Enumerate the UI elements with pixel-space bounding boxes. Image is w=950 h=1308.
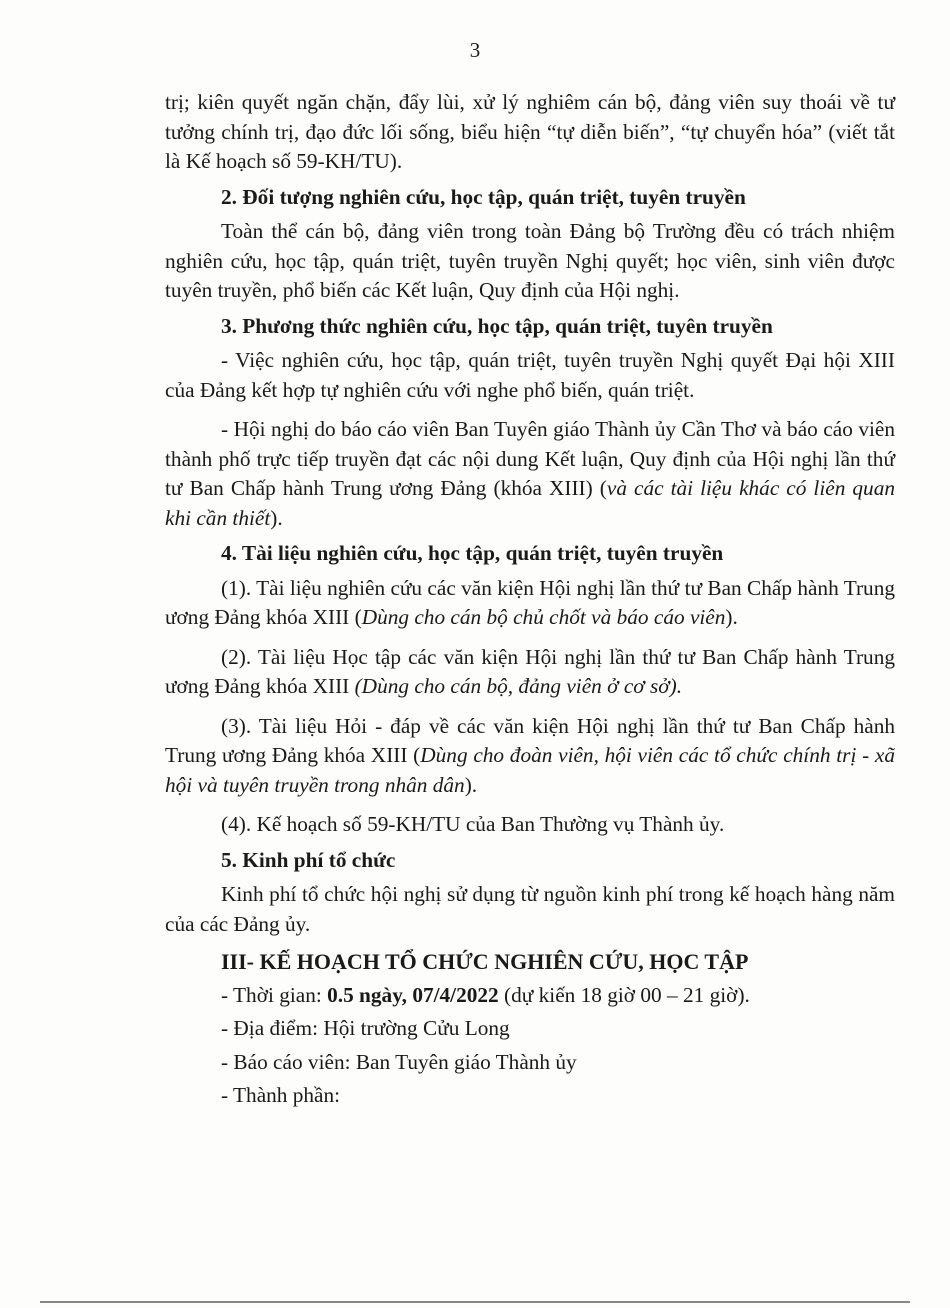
section-3-item-1: - Việc nghiên cứu, học tập, quán triệt, tuyên truyền Nghị quyết Đại hội XIII của Đảng kết hợp tự nghiên cứu với nghe phổ biến, quán triệt.	[165, 348, 895, 402]
section-3-heading: 3. Phương thức nghiên cứu, học tập, quán triệt, tuyên truyền	[221, 313, 773, 338]
section-3-item-2-end: ).	[270, 505, 283, 530]
section-4-heading: 4. Tài liệu nghiên cứu, học tập, quán triệt, tuyên truyền	[221, 541, 724, 565]
section-5-body: Kinh phí tổ chức hội nghị sử dụng từ nguồn kinh phí trong kế hoạch hàng năm của các Đảng ủy.	[165, 882, 895, 936]
time-label: - Thời gian:	[221, 982, 328, 1007]
section-4-doc-4: (4). Kế hoạch số 59-KH/TU của Ban Thường vụ Thành ủy.	[221, 812, 725, 836]
doc-2-italic: (Dùng cho cán bộ, đảng viên ở cơ sở).	[354, 674, 683, 698]
doc-1-italic: Dùng cho cán bộ chủ chốt và báo cáo viên	[361, 605, 726, 629]
section-5-heading: 5. Kinh phí tổ chức	[221, 847, 396, 872]
section-4-doc-3	[165, 712, 895, 801]
doc-1-text: (1). Tài liệu nghiên cứu các văn kiện Hội nghị lần thứ tư Ban Chấp hành Trung ương Đảng khóa XIII (	[165, 575, 895, 629]
location-line: - Địa điểm: Hội trường Cửu Long	[221, 1016, 510, 1040]
section-3-item-2	[165, 415, 895, 533]
time-line	[165, 981, 895, 1011]
doc-3-italic: Dùng cho đoàn viên, hội viên các tổ chức chính trị - xã hội và tuyên truyền trong nhân dân	[165, 743, 895, 797]
section-4-doc-2	[165, 643, 895, 702]
page-number: 3	[469, 38, 481, 62]
document-body	[165, 88, 895, 1111]
doc-1-end: ).	[725, 605, 738, 629]
section-4-doc-1	[165, 574, 895, 633]
time-bold: 0.5 ngày, 07/4/2022	[327, 982, 499, 1007]
intro-paragraph: trị; kiên quyết ngăn chặn, đẩy lùi, xử lý nghiêm cán bộ, đảng viên suy thoái về tư tưởng chính trị, đạo đức lối sống, biểu hiện “tự diễn biến”, “tự chuyển hóa” (viết tắt là Kế hoạch số 59-KH/TU).	[165, 90, 895, 173]
doc-2-text: (2). Tài liệu Học tập các văn kiện Hội nghị lần thứ tư Ban Chấp hành Trung ương Đảng khóa XIII	[165, 644, 895, 698]
doc-3-end: ).	[464, 772, 478, 797]
section-2-heading: 2. Đối tượng nghiên cứu, học tập, quán triệt, tuyên truyền	[221, 184, 746, 209]
time-rest: (dự kiến 18 giờ 00 – 21 giờ).	[498, 982, 750, 1007]
section-3-item-2-text: - Hội nghị do báo cáo viên Ban Tuyên giáo Thành ủy Cần Thơ và báo cáo viên thành phố trực tiếp truyền đạt các nội dung Kết luận, Quy định của Hội nghị lần thứ tư Ban Chấp hành Trung ương Đảng (khóa XIII) (	[165, 417, 895, 500]
section-3-item-2-italic: và các tài liệu khác có liên quan khi cần thiết	[165, 476, 895, 530]
section-iii-heading: III- KẾ HOẠCH TỔ CHỨC NGHIÊN CỨU, HỌC TẬP	[221, 949, 749, 974]
reporter-line: - Báo cáo viên: Ban Tuyên giáo Thành ủy	[221, 1049, 577, 1074]
section-2-body: Toàn thể cán bộ, đảng viên trong toàn Đảng bộ Trường đều có trách nhiệm nghiên cứu, học tập, quán triệt, tuyên truyền Nghị quyết; học viên, sinh viên được tuyên truyền, phổ biến các Kết luận, Quy định của Hội nghị.	[165, 219, 895, 302]
doc-3-text: (3). Tài liệu Hỏi - đáp về các văn kiện Hội nghị lần thứ tư Ban Chấp hành Trung ương Đảng khóa XIII (	[165, 713, 895, 767]
bottom-edge-line	[40, 1301, 910, 1303]
participants-line: - Thành phần:	[221, 1083, 341, 1107]
